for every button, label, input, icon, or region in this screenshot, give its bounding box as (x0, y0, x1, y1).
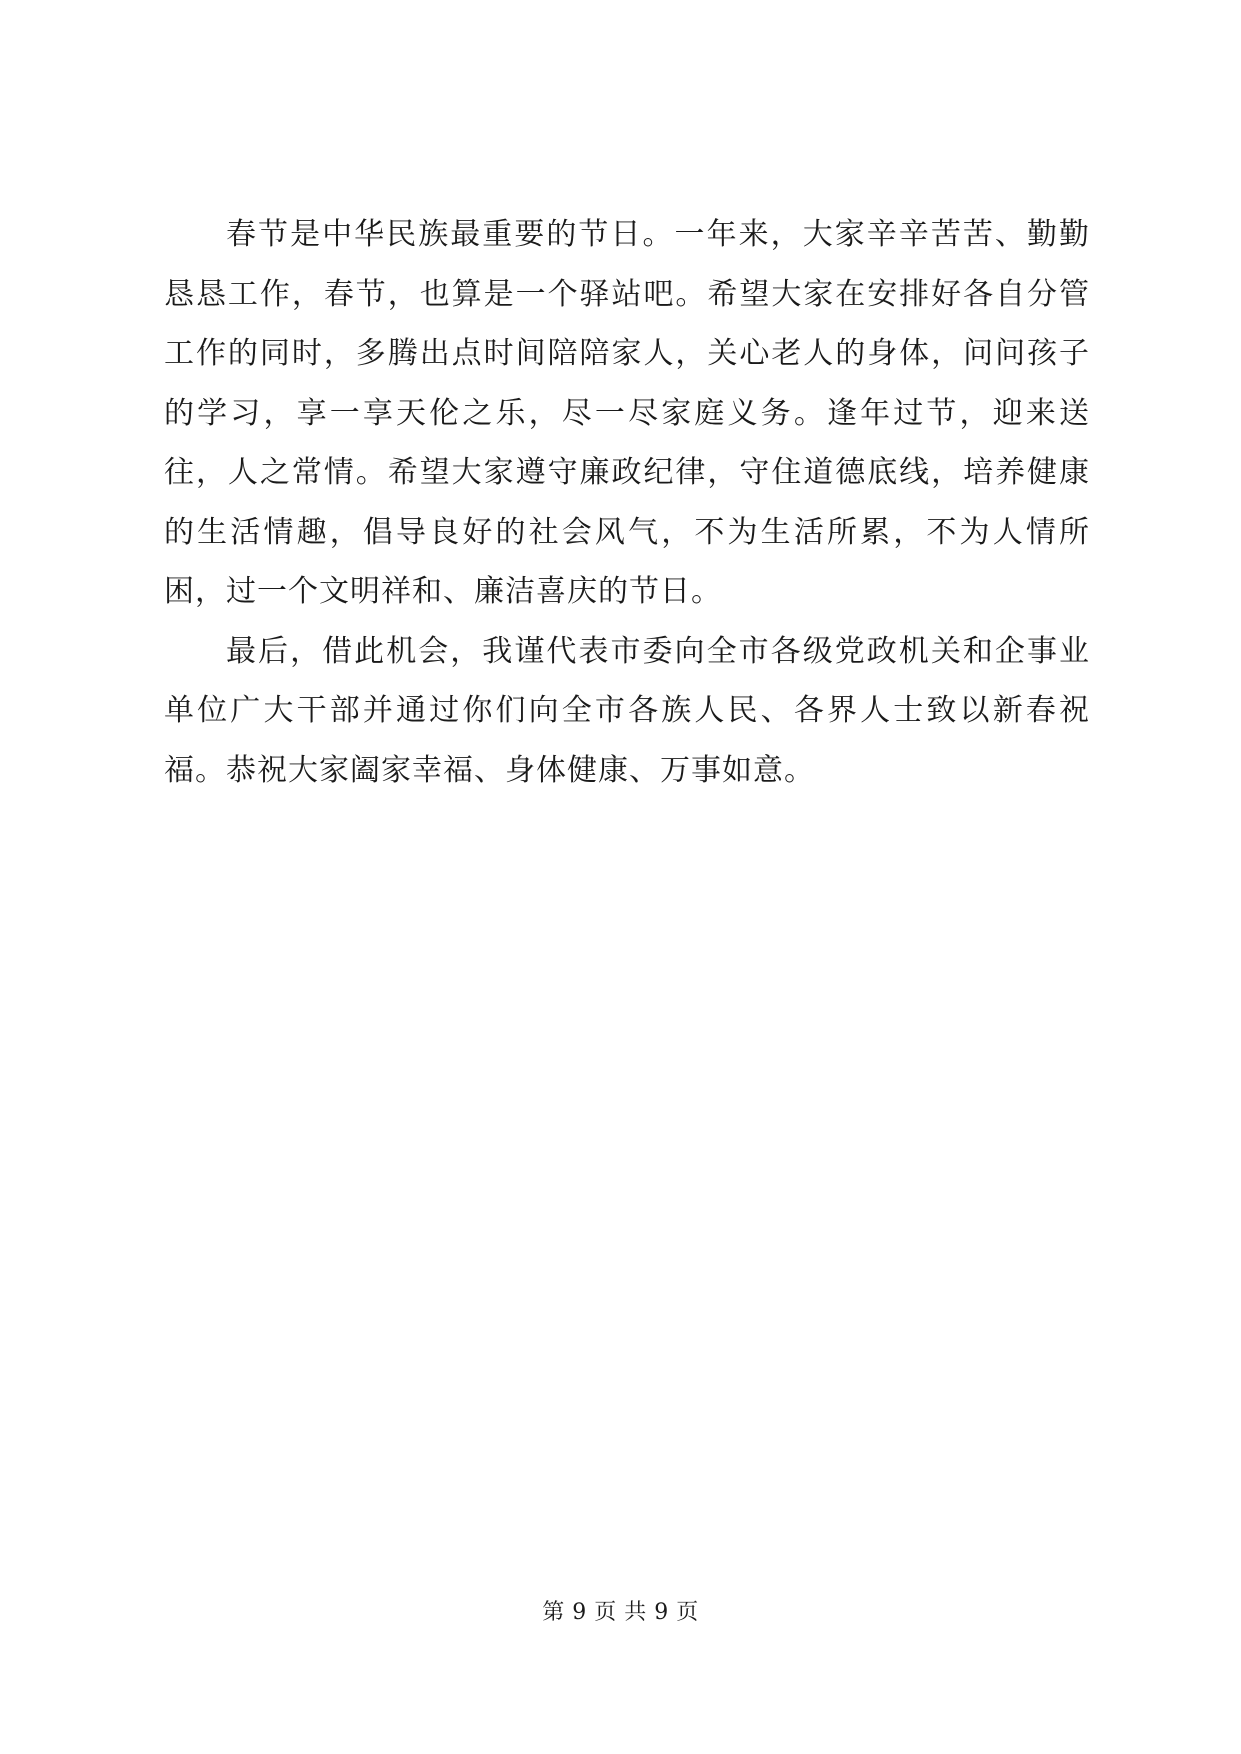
paragraph-closing-greeting: 最后，借此机会，我谨代表市委向全市各级党政机关和企事业单位广大干部并通过你们向全市各族人民、各界人士致以新春祝福。恭祝大家阖家幸福、身体健康、万事如意。 (164, 633, 1090, 788)
document-body (164, 205, 1090, 800)
page-number-footer: 第 9 页 共 9 页 (542, 1600, 699, 1625)
paragraph-new-year-message: 春节是中华民族最重要的节日。一年来，大家辛辛苦苦、勤勤恳恳工作，春节，也算是一个驿站吧。希望大家在安排好各自分管工作的同时，多腾出点时间陪陪家人，关心老人的身体，问问孩子的学习，享一享天伦之乐，尽一尽家庭义务。逢年过节，迎来送往，人之常情。希望大家遵守廉政纪律，守住道德底线，培养健康的生活情趣，倡导良好的社会风气，不为生活所累，不为人情所困，过一个文明祥和、廉洁喜庆的节日。 (164, 217, 1090, 609)
